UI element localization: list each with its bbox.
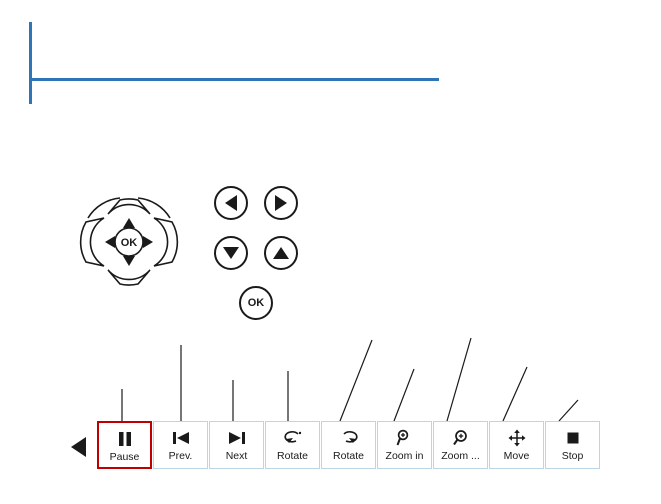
ok-button[interactable] <box>239 286 273 320</box>
toolbar-label-zoom-more: Zoom ... <box>441 450 480 462</box>
header-rule-vertical <box>29 22 32 104</box>
triangle-up-icon <box>266 238 296 268</box>
skip-previous-icon <box>171 427 191 449</box>
magnifier-zoom-icon <box>452 427 470 449</box>
toolbar-label-stop: Stop <box>561 450 584 462</box>
arrow-keys-cluster[interactable] <box>214 186 320 312</box>
header-rule-horizontal <box>29 78 439 81</box>
toolbar-button-prev[interactable] <box>153 421 208 469</box>
toolbar-button-next[interactable] <box>209 421 264 469</box>
rotate-left-icon <box>282 427 304 449</box>
down-arrow-button[interactable] <box>214 236 248 270</box>
toolbar-label-next: Next <box>225 450 248 462</box>
toolbar-button-zoom-more[interactable] <box>433 421 488 469</box>
toolbar-button-rotate-right[interactable] <box>321 421 376 469</box>
right-arrow-button[interactable] <box>264 186 298 220</box>
toolbar-label-rotate-left: Rotate <box>277 450 308 462</box>
pause-icon <box>116 428 134 450</box>
toolbar-label-move: Move <box>503 450 530 462</box>
toolbar-button-rotate-left[interactable] <box>265 421 320 469</box>
magnifier-plus-icon <box>396 427 414 449</box>
left-arrow-button[interactable] <box>214 186 248 220</box>
triangle-right-icon <box>266 188 296 218</box>
directional-pad[interactable] <box>68 192 190 292</box>
playback-toolbar[interactable] <box>97 421 601 469</box>
toolbar-button-zoom-in[interactable] <box>377 421 432 469</box>
toolbar-label-zoom-in: Zoom in <box>385 450 424 462</box>
move-arrows-icon <box>507 427 527 449</box>
toolbar-button-stop[interactable] <box>545 421 600 469</box>
toolbar-label-prev: Prev. <box>168 450 193 462</box>
triangle-down-icon <box>216 238 246 268</box>
stop-square-icon <box>565 427 581 449</box>
directional-pad-graphic <box>68 192 190 292</box>
play-triangle-icon <box>71 437 86 457</box>
triangle-left-icon <box>216 188 246 218</box>
rotate-right-icon <box>338 427 360 449</box>
toolbar-label-rotate-right: Rotate <box>333 450 364 462</box>
toolbar-label-pause: Pause <box>109 451 140 463</box>
ok-button-label: OK <box>247 296 265 309</box>
toolbar-button-pause[interactable] <box>97 421 152 469</box>
toolbar-button-move[interactable] <box>489 421 544 469</box>
dpad-ok-label: OK <box>120 237 138 249</box>
up-arrow-button[interactable] <box>264 236 298 270</box>
skip-next-icon <box>227 427 247 449</box>
